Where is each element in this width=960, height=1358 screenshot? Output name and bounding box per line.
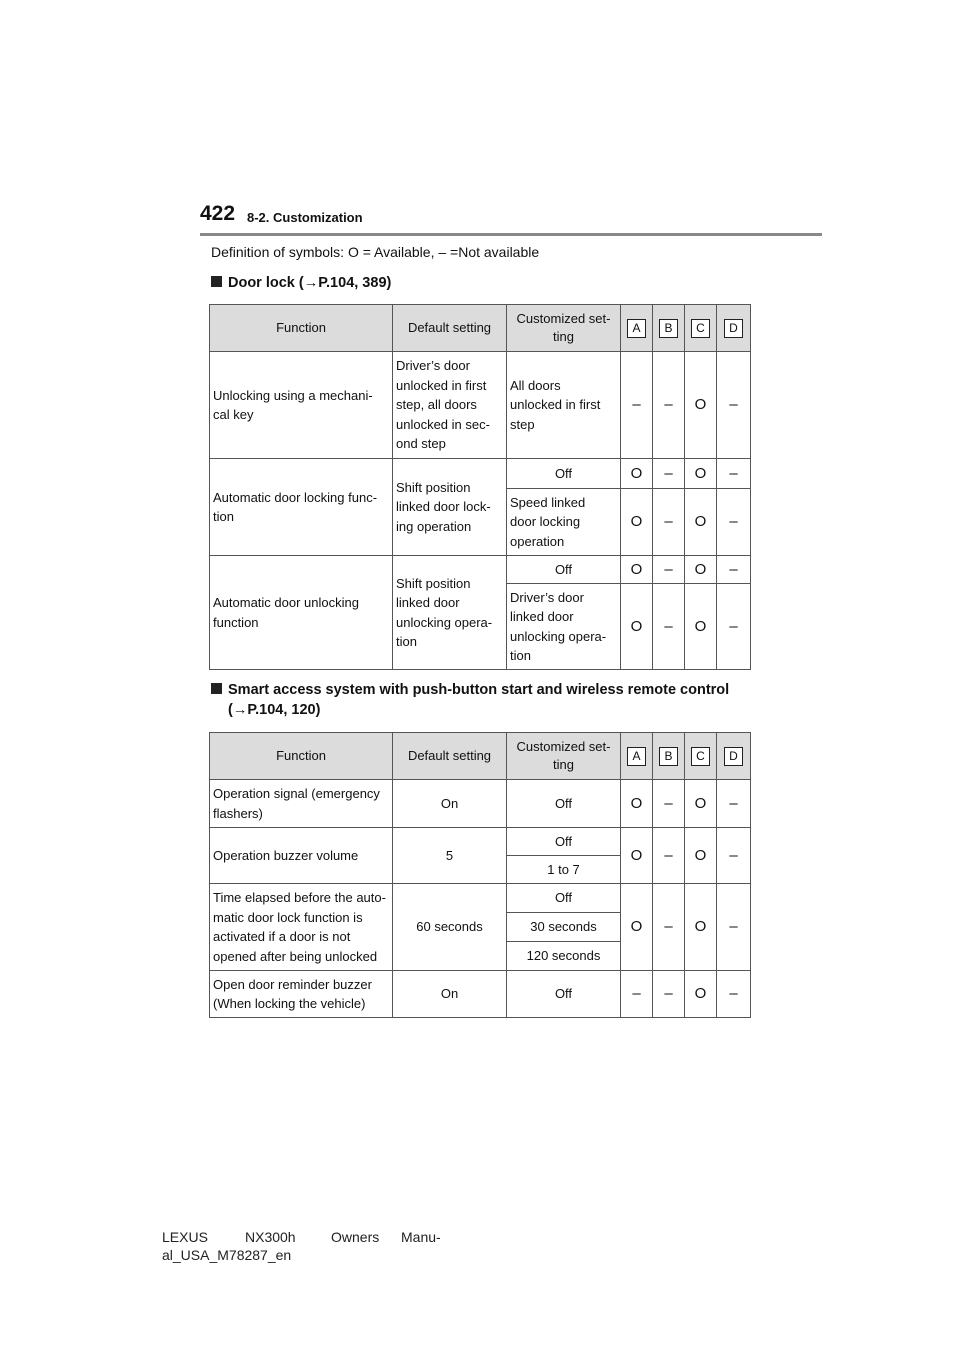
mark-a: O [621,556,653,584]
col-custom: Customized set- ting [507,733,621,780]
mark-b: – [653,780,685,828]
col-function: Function [210,305,393,352]
mark-c: O [685,556,717,584]
table-header-row [210,733,751,780]
custom-cell: All doors unlocked in first step [507,352,621,459]
mark-b: – [653,971,685,1018]
default-cell: On [393,971,507,1018]
mark-c: O [685,828,717,884]
mark-a: O [621,884,653,971]
custom-cell: Off [507,971,621,1018]
table-row [210,971,751,1018]
col-b: B [653,305,685,352]
custom-cell: Driver’s door linked door unlocking opera- tion [507,584,621,670]
custom-cell: Off [507,459,621,489]
default-cell: Shift position linked door unlocking opera- tion [393,556,507,670]
col-default: Default setting [393,305,507,352]
mark-d: – [717,556,751,584]
mark-a: O [621,828,653,884]
function-cell: Automatic door locking func- tion [210,459,393,556]
function-cell: Open door reminder buzzer (When locking the vehicle) [210,971,393,1018]
custom-cell: Off [507,556,621,584]
col-b: B [653,733,685,780]
mark-a: – [621,352,653,459]
mark-a: – [621,971,653,1018]
col-default: Default setting [393,733,507,780]
table-row [210,884,751,913]
mark-d: – [717,828,751,884]
custom-cell: 1 to 7 [507,856,621,884]
table-row [210,556,751,584]
mark-b: – [653,352,685,459]
mark-d: – [717,352,751,459]
function-cell: Operation signal (emergency flashers) [210,780,393,828]
table-row [210,828,751,856]
col-a: A [621,733,653,780]
mark-d: – [717,971,751,1018]
door-lock-table [209,304,751,670]
table-row [210,459,751,489]
mark-b: – [653,556,685,584]
mark-a: O [621,459,653,489]
mark-c: O [685,884,717,971]
mark-c: O [685,780,717,828]
mark-d: – [717,884,751,971]
custom-cell: 30 seconds [507,913,621,942]
mark-c: O [685,584,717,670]
section-title: 8-2. Customization [247,210,363,225]
col-c: C [685,305,717,352]
mark-c: O [685,459,717,489]
door-lock-heading [211,273,391,293]
custom-cell: Off [507,828,621,856]
mark-c: O [685,971,717,1018]
col-d: D [717,733,751,780]
bullet-square-icon [211,276,222,287]
footer-line-2: al_USA_M78287_en [162,1247,292,1263]
mark-a: O [621,489,653,556]
mark-b: – [653,584,685,670]
mark-c: O [685,489,717,556]
mark-a: O [621,584,653,670]
mark-b: – [653,884,685,971]
mark-d: – [717,584,751,670]
custom-cell: 120 seconds [507,942,621,971]
smart-access-table [209,732,751,1018]
bullet-square-icon [211,683,222,694]
function-cell: Automatic door unlocking function [210,556,393,670]
mark-b: – [653,828,685,884]
footer-line-1: LEXUS NX300h Owners Manu- [162,1229,441,1245]
col-a: A [621,305,653,352]
default-cell: Driver’s door unlocked in first step, all doors unlocked in sec- ond step [393,352,507,459]
table-row [210,352,751,459]
mark-d: – [717,459,751,489]
page-number: 422 [200,202,236,225]
mark-b: – [653,489,685,556]
default-cell: On [393,780,507,828]
col-function: Function [210,733,393,780]
function-cell: Operation buzzer volume [210,828,393,884]
mark-d: – [717,489,751,556]
col-d: D [717,305,751,352]
mark-c: O [685,352,717,459]
footer [162,1228,441,1264]
mark-a: O [621,780,653,828]
default-cell: 5 [393,828,507,884]
custom-cell: Off [507,780,621,828]
symbol-legend: Definition of symbols: O = Available, – =Not available [211,244,540,260]
table-row [210,780,751,828]
function-cell: Unlocking using a mechani- cal key [210,352,393,459]
mark-d: – [717,780,751,828]
custom-cell: Off [507,884,621,913]
custom-cell: Speed linked door locking operation [507,489,621,556]
smart-access-title-ref: (→P.104, 120) [228,702,321,718]
col-c: C [685,733,717,780]
function-cell: Time elapsed before the auto- matic door lock function is activated if a door is not opened after being unlocked [210,884,393,971]
header-rule [200,233,822,236]
default-cell: 60 seconds [393,884,507,971]
door-lock-title: Door lock (→P.104, 389) [228,275,392,291]
table-header-row [210,305,751,352]
smart-access-title: Smart access system with push-button start and wireless remote control [228,682,730,698]
mark-b: – [653,459,685,489]
smart-access-heading [211,680,729,720]
col-custom: Customized set- ting [507,305,621,352]
default-cell: Shift position linked door lock- ing operation [393,459,507,556]
